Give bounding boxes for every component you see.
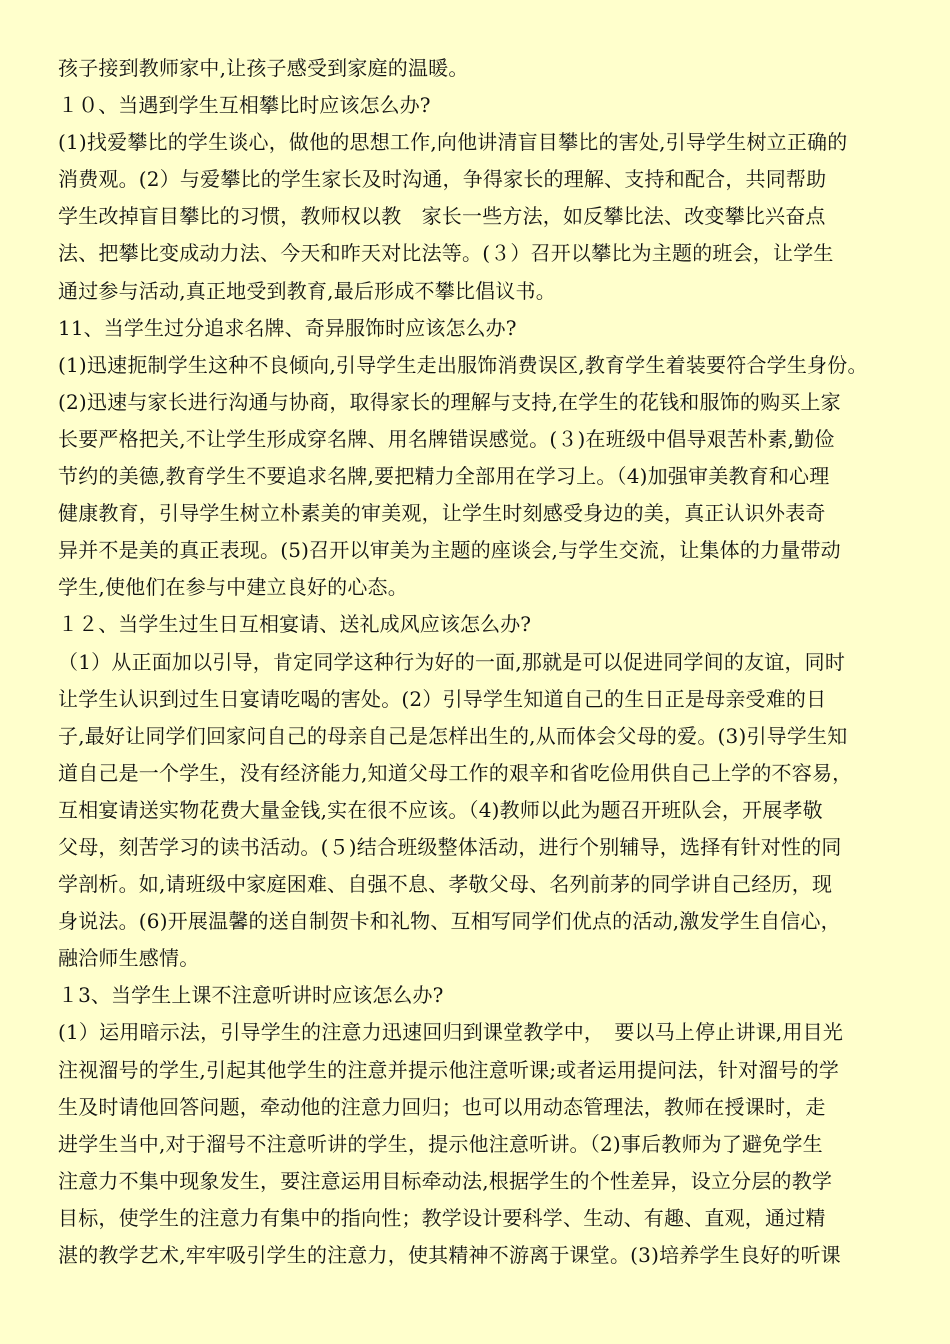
- text-line: (2)迅速与家长进行沟通与协商，取得家长的理解与支持,在学生的花钱和服饰的购买上家: [58, 389, 841, 414]
- text-line: 注意力不集中现象发生，要注意运用目标牵动法,根据学生的个性差异，设立分层的教学: [58, 1168, 833, 1193]
- text-line: 通过参与活动,真正地受到教育,最后形成不攀比倡议书。: [58, 278, 556, 303]
- text-line: 进学生当中,对于溜号不注意听讲的学生，提示他注意听讲。（2)事后教师为了避免学生: [58, 1131, 823, 1156]
- text-line: 学剖析。如,请班级中家庭困难、自强不息、孝敬父母、名列前茅的同学讲自己经历，现: [58, 872, 833, 897]
- text-line: 学生,使他们在参与中建立良好的心态。: [58, 575, 408, 600]
- text-line: 孩子接到教师家中,让孩子感受到家庭的温暖。: [58, 56, 469, 80]
- text-line: 消费观。(2）与爱攀比的学生家长及时沟通，争得家长的理解、支持和配合，共同帮助: [58, 167, 827, 192]
- question-heading: １２、当学生过生日互相宴请、送礼成风应该怎么办?: [58, 612, 532, 637]
- text-line: 互相宴请送实物花费大量金钱,实在很不应该。（4)教师以此为题召开班队会，开展孝敬: [58, 797, 823, 822]
- text-line: 让学生认识到过生日宴请吃喝的害处。(2）引导学生知道自己的生日正是母亲受难的日: [58, 686, 827, 711]
- text-line: （1）从正面加以引导，肯定同学这种行为好的一面,那就是可以促进同学间的友谊，同时: [58, 649, 846, 674]
- text-line: 注视溜号的学生,引起其他学生的注意并提示他注意听课;或者运用提问法，针对溜号的学: [58, 1057, 840, 1082]
- text-line: 融洽师生感情。: [58, 946, 200, 971]
- question-heading: １3、当学生上课不注意听讲时应该怎么办?: [58, 983, 444, 1008]
- text-line: 道自己是一个学生，没有经济能力,知道父母工作的艰辛和省吃俭用供自己上学的不容易，: [58, 760, 853, 785]
- question-heading: １０、当遇到学生互相攀比时应该怎么办?: [58, 93, 431, 118]
- text-line: 异并不是美的真正表现。(5)召开以审美为主题的座谈会,与学生交流，让集体的力量带动: [58, 538, 841, 563]
- text-line: 湛的教学艺术,牢牢吸引学生的注意力，使其精神不游离于课堂。(3)培养学生良好的听课: [58, 1243, 841, 1267]
- text-line: 法、把攀比变成动力法、今天和昨天对比法等。(３）召开以攀比为主题的班会，让学生: [58, 241, 834, 266]
- text-line: (1)迅速扼制学生这种不良倾向,引导学生走出服饰消费误区,教育学生着装要符合学生身份。: [58, 352, 868, 377]
- text-line: (1）运用暗示法，引导学生的注意力迅速回归到课堂教学中， 要以马上停止讲课,用目光: [58, 1020, 844, 1045]
- text-line: 生及时请他回答问题，牵动他的注意力回归；也可以用动态管理法，教师在授课时，走: [58, 1094, 826, 1119]
- text-line: (1)找爱攀比的学生谈心，做他的思想工作,向他讲清盲目攀比的害处,引导学生树立正确的: [58, 130, 848, 155]
- text-line: 父母，刻苦学习的读书活动。(５)结合班级整体活动，进行个别辅导，选择有针对性的同: [58, 834, 842, 859]
- text-line: 子,最好让同学们回家问自己的母亲自己是怎样出生的,从而体会父母的爱。(3)引导学生知: [58, 723, 848, 748]
- text-line: 身说法。(6)开展温馨的送自制贺卡和礼物、互相写同学们优点的活动,激发学生自信心，: [58, 909, 841, 934]
- text-line: 目标，使学生的注意力有集中的指向性；教学设计要科学、生动、有趣、直观，通过精: [58, 1205, 826, 1230]
- text-line: 长要严格把关,不让学生形成穿名牌、用名牌错误感觉。(３)在班级中倡导艰苦朴素,勤俭: [58, 426, 835, 451]
- text-line: 学生改掉盲目攀比的习惯，教师权以教 家长一些方法，如反攀比法、改变攀比兴奋点: [58, 204, 826, 229]
- text-line: 健康教育，引导学生树立朴素美的审美观，让学生时刻感受身边的美，真正认识外表奇: [58, 501, 826, 526]
- question-heading: 11、当学生过分追求名牌、奇异服饰时应该怎么办?: [58, 315, 517, 340]
- text-line: 节约的美德,教育学生不要追求名牌,要把精力全部用在学习上。（4)加强审美教育和心理: [58, 464, 830, 489]
